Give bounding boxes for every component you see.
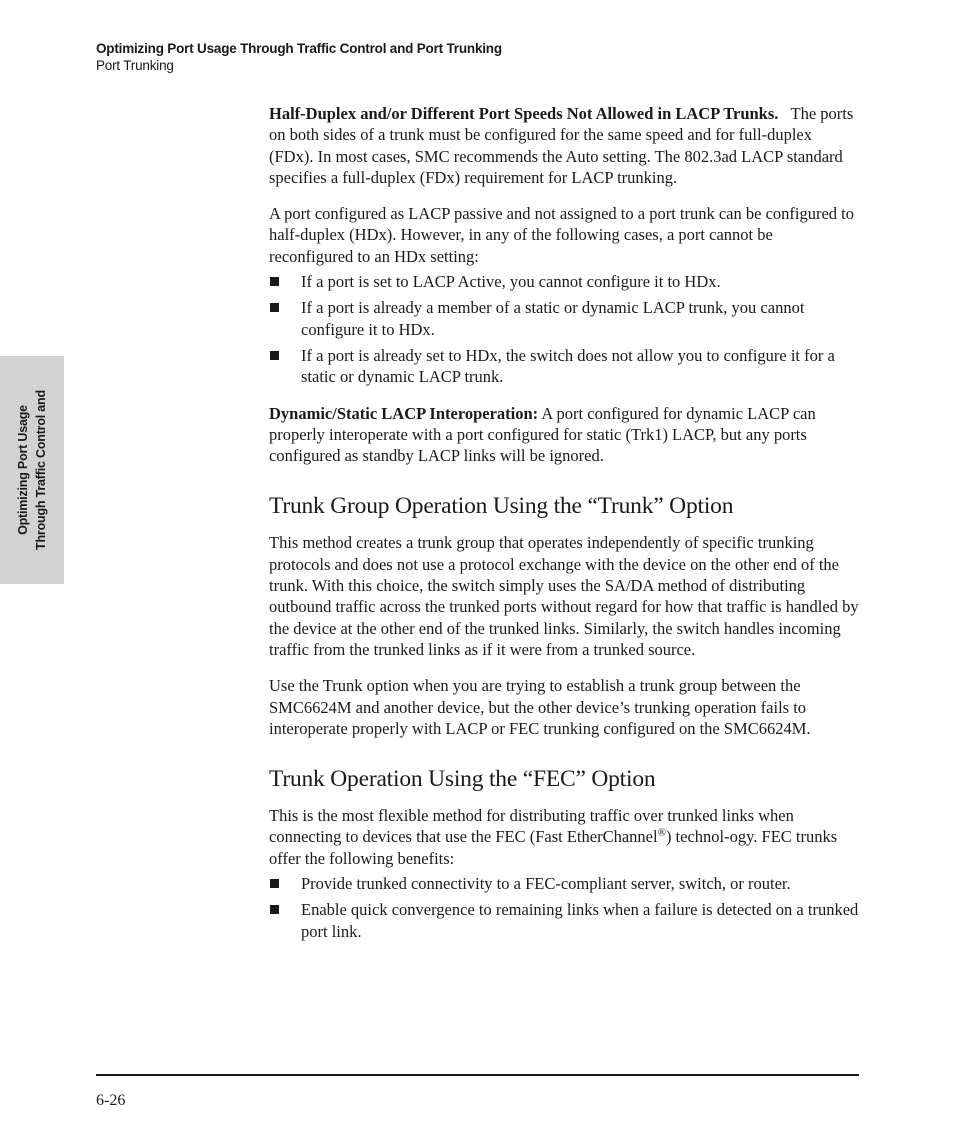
fec-intro-text-end: ) technol-ogy. FEC trunks offer the following benefits:	[269, 827, 838, 868]
square-bullet-icon	[270, 351, 279, 360]
list-item-text: Enable quick convergence to remaining links when a failure is detected on a trunked port link.	[301, 900, 859, 941]
page-number: 6-26	[96, 1092, 126, 1109]
trunk-option-paragraph-1: This method creates a trunk group that operates independently of specific trunking protocols and does not use a protocol exchange with the device on the other end of the trunk. With this choice, the switch simply uses the SA/DA method of distributing outbound traffic across the trunked ports without regard for how that traffic is handled by the device at the other end of the trunked links. Similarly, the switch handles incoming traffic from the trunked links as if it were from a trunked source.	[269, 533, 859, 659]
hdx-restrictions-list	[269, 271, 859, 387]
list-item	[269, 297, 859, 340]
section-title: Port Trunking	[96, 58, 174, 73]
half-duplex-paragraph	[269, 103, 859, 188]
interoperation-paragraph	[269, 403, 859, 467]
side-tab-line-2: Through Traffic Control and	[34, 390, 48, 550]
interoperation-heading: Dynamic/Static LACP Interoperation:	[269, 403, 539, 423]
square-bullet-icon	[270, 303, 279, 312]
trunk-option-paragraph-2: Use the Trunk option when you are trying to establish a trunk group between the SMC6624M and another device, but the other device’s trunking operation fails to interoperate properly with LACP or FEC trunking configured on the SMC6624M.	[269, 676, 811, 738]
page-content	[269, 103, 859, 957]
list-item-text: If a port is set to LACP Active, you cannot configure it to HDx.	[301, 272, 721, 292]
list-item	[269, 873, 859, 894]
lacp-passive-paragraph: A port configured as LACP passive and not assigned to a port trunk can be configured to half-duplex (HDx). However, in any of the following cases, a port cannot be reconfigured to an HDx setting:	[269, 204, 855, 266]
list-item-text: If a port is already set to HDx, the switch does not allow you to configure it for a static or dynamic LACP trunk.	[301, 345, 835, 387]
chapter-side-tab	[0, 356, 64, 584]
list-item-text: Provide trunked connectivity to a FEC-compliant server, switch, or router.	[301, 874, 791, 894]
fec-intro-text: This is the most flexible method for distributing traffic over trunked links when connecting to devices that use the FEC (Fast EtherChannel	[269, 806, 794, 847]
square-bullet-icon	[270, 277, 279, 286]
chapter-title: Optimizing Port Usage Through Traffic Control and Port Trunking	[96, 41, 502, 56]
list-item	[269, 271, 859, 292]
fec-benefits-list	[269, 873, 859, 942]
square-bullet-icon	[270, 905, 279, 914]
running-header	[96, 40, 502, 74]
half-duplex-body: The ports on both sides of a trunk must be configured for the same speed and for full-duplex (FDx). In most cases, SMC recommends the Auto setting. The 802.3ad LACP standard specifies a full-duplex (FDx) requirement for LACP trunking.	[269, 104, 854, 187]
side-tab-line-1: Optimizing Port Usage	[16, 405, 30, 535]
side-tab-label	[14, 360, 50, 580]
half-duplex-heading: Half-Duplex and/or Different Port Speeds Not Allowed in LACP Trunks.	[269, 104, 779, 123]
list-item	[269, 899, 859, 942]
trunk-option-heading: Trunk Group Operation Using the “Trunk” Option	[269, 493, 734, 520]
list-item-text: If a port is already a member of a static or dynamic LACP trunk, you cannot configure it to HDx.	[301, 298, 805, 339]
interoperation-body: A port configured for dynamic LACP can properly interoperate with a port configured for static (Trk1) LACP, but any ports configured as standby LACP links will be ignored.	[269, 403, 816, 466]
footer-divider	[96, 1074, 859, 1076]
square-bullet-icon	[270, 879, 279, 888]
fec-intro-paragraph	[269, 805, 859, 869]
fec-option-heading: Trunk Operation Using the “FEC” Option	[269, 766, 656, 793]
list-item	[269, 345, 859, 388]
registered-trademark-mark: ®	[657, 826, 666, 839]
